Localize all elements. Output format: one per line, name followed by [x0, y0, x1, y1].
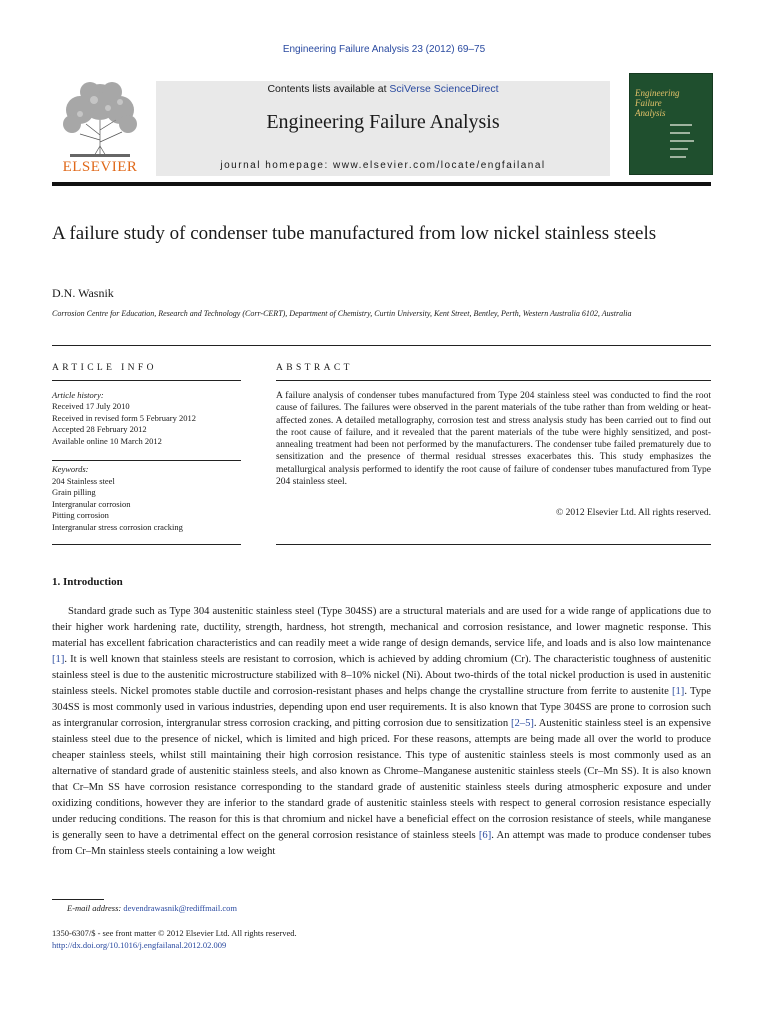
- cover-decoration: [670, 124, 692, 126]
- cover-title-line2: Failure: [635, 98, 662, 108]
- author-email-line: [67, 903, 237, 913]
- intro-text: . It is well known that stainless steels are resistant to corrosion, which is achieved by adding chromium (Cr). The characteristic toughness of austenitic stainless steel is due to the austenitic microstructure stabilized with 8–10% nickel (Ni). About two-thirds of the total nickel production is used in austenitic stainless steels. Nickel promotes stable ductile and corrosion-resistant phases and helps change the crystalline structure from ferrite to austenite: [52, 654, 711, 697]
- journal-homepage-line: [156, 160, 610, 171]
- cover-decoration: [670, 140, 694, 142]
- intro-text: Standard grade such as Type 304 austenitic stainless steel (Type 304SS) are a structural materials and are used for a wide range of applications due to their higher work hardening rate, ductility, strength, hardness, hot strength, mechanical and corrosion resistance, and lower magnetic response. This material has excellent fabrication characteristics and can readily meet a wide range of design demands, service life, and loads and is also low maintenance: [52, 606, 711, 649]
- journal-cover-image: [629, 73, 713, 175]
- author-affiliation: Corrosion Centre for Education, Research and Technology (Corr-CERT), Department of Chemistry, Curtin University, Kent Street, Bentley, Perth, Western Australia 6102, Australia: [52, 309, 632, 318]
- introduction-paragraph: [52, 604, 711, 860]
- cover-decoration: [670, 156, 686, 158]
- cover-title: [635, 88, 680, 118]
- history-item: Available online 10 March 2012: [52, 435, 162, 446]
- citation-link[interactable]: [1]: [52, 654, 65, 665]
- citation-link[interactable]: [6]: [478, 830, 492, 841]
- keyword-item: Pitting corrosion: [52, 510, 109, 521]
- article-info-bottom-rule: [52, 544, 241, 545]
- keyword-item: Grain pilling: [52, 487, 96, 498]
- keywords-label: Keywords:: [52, 464, 89, 474]
- keywords-list: [52, 464, 262, 534]
- contents-line: [156, 83, 610, 95]
- cover-decoration: [670, 132, 690, 134]
- article-history-label: Article history:: [52, 390, 104, 400]
- history-item: Accepted 28 February 2012: [52, 424, 147, 435]
- intro-text: . Austenitic stainless steel is an expensive stainless steel due to the presence of nickel, which is limited and high priced. For these reasons, attempts are being made all over the world to produce cheaper stainless steels, whilst still maintaining their high corrosion resistance. This type of austenitic stainless steels is most commonly used as an alternative of standard grade of austenitic stainless steels, and also known as Chrome–Manganese austenitic stainless steels (Cr–Mn SS). It is also known that Cr–Mn SS have corrosion resistance corresponding to the standard grade of austenitic stainless steels during atmospheric exposure and under oxidizing conditions, however they are inferior to the standard grade of austenitic stainless steels with respect to general corrosion resistance especially under reducing conditions. The reason for this is that chromium and nickel have a beneficial effect on the corrosion resistance of steels, while manganese is generally seen to have a detrimental effect on the general corrosion resistance of stainless steels: [52, 718, 711, 841]
- cover-title-line3: Analysis: [635, 108, 666, 118]
- keyword-item: Intergranular corrosion: [52, 498, 131, 509]
- elsevier-wordmark: ELSEVIER: [62, 159, 138, 175]
- article-info-heading: ARTICLE INFO: [52, 363, 157, 373]
- abstract-text: A failure analysis of condenser tubes manufactured from Type 204 stainless steel was conducted to find the root cause of failures. The failures were observed in the parent materials of the tube rather than from welding or heat-affected zones. A detailed metallography, corrosion test and stress analysis study has been carried out to find out the root cause of failure, and it revealed that the parent materials of the tube were highly sensitized, and post-annealing treatment had been not performed by the manufacturers. The condenser tube failed prematurely due to sensitization and the presence of thermal residual stresses exacerbates this. This study emphasizes the metallurgical analysis performed to identify the root cause of failure of condenser tubes manufactured from Type 204 stainless steel.: [276, 391, 711, 488]
- issn-line: 1350-6307/$ - see front matter © 2012 Elsevier Ltd. All rights reserved.: [52, 928, 297, 938]
- author-email-link[interactable]: devendrawasnik@rediffmail.com: [123, 903, 238, 913]
- homepage-url-link[interactable]: www.elsevier.com/locate/engfailanal: [333, 160, 546, 171]
- keyword-item: 204 Stainless steel: [52, 475, 115, 486]
- elsevier-tree-icon: [50, 80, 150, 158]
- doi-link[interactable]: http://dx.doi.org/10.1016/j.engfailanal.2012.02.009: [52, 940, 227, 950]
- history-item: Received in revised form 5 February 2012: [52, 412, 196, 423]
- contents-prefix: Contents lists available at: [267, 83, 390, 95]
- author-name: D.N. Wasnik: [52, 286, 114, 300]
- cover-title-line1: Engineering: [635, 88, 680, 98]
- email-label: E-mail address:: [67, 903, 124, 913]
- abstract-heading: ABSTRACT: [276, 363, 353, 373]
- abstract-bottom-rule: [276, 544, 711, 545]
- citation-link[interactable]: [1]: [671, 686, 685, 697]
- homepage-prefix: journal homepage:: [220, 160, 334, 171]
- intro-text: . Type 304SS is most commonly used in various industries, depending upon end user requirements. It is also known that Type 304SS are prone to corrosion such as intergranular corrosion, intergranular stress corrosion cracking, and pitting corrosion due to sensitization: [52, 686, 711, 729]
- journal-reference-link[interactable]: Engineering Failure Analysis 23 (2012) 69–75: [282, 44, 486, 55]
- cover-decoration: [670, 148, 688, 150]
- intro-text: . An attempt was made to produce condenser tubes from Cr–Mn stainless steels containing a low weight: [52, 830, 711, 857]
- header-divider: [52, 182, 711, 186]
- footnote-rule: [52, 899, 104, 900]
- keyword-item: Intergranular stress corrosion cracking: [52, 521, 183, 532]
- journal-title: Engineering Failure Analysis: [266, 111, 500, 133]
- article-history: [52, 390, 252, 447]
- abstract-copyright: © 2012 Elsevier Ltd. All rights reserved.: [556, 508, 711, 518]
- article-info-rule: [52, 380, 241, 381]
- citation-link[interactable]: [2–5]: [510, 718, 534, 729]
- sciencedirect-link[interactable]: SciVerse ScienceDirect: [389, 83, 499, 95]
- abstract-rule: [276, 380, 711, 381]
- elsevier-logo: [50, 80, 150, 176]
- journal-header-box: [156, 81, 610, 176]
- section-heading-introduction: 1. Introduction: [52, 576, 123, 588]
- history-item: Received 17 July 2010: [52, 401, 130, 412]
- keywords-rule: [52, 460, 241, 461]
- paper-title: A failure study of condenser tube manufactured from low nickel stainless steels: [52, 223, 657, 244]
- title-divider: [52, 345, 711, 346]
